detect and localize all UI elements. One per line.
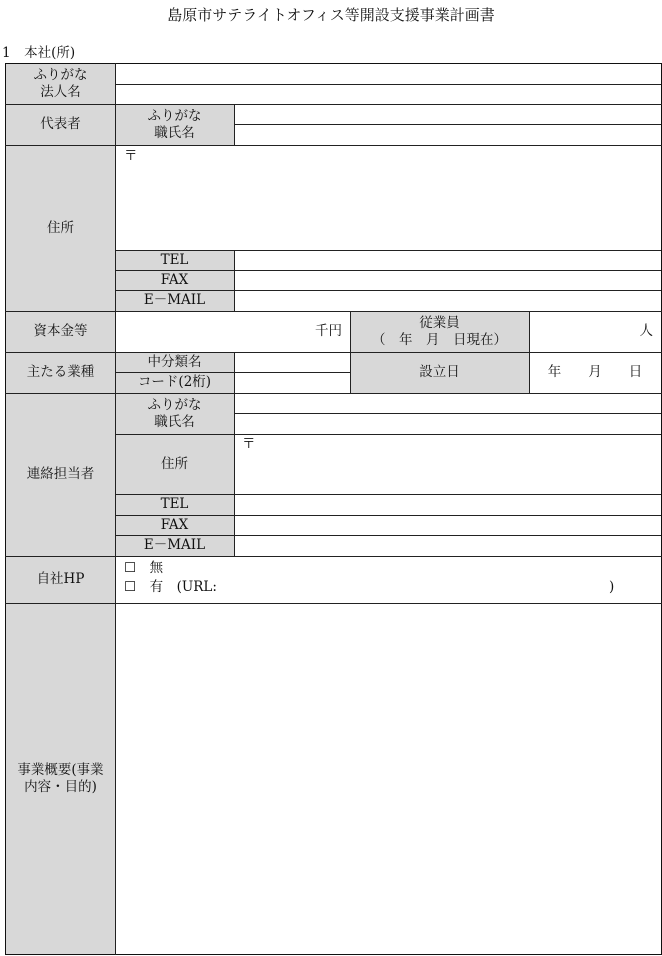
contact-address-label: 住所 xyxy=(115,434,234,494)
employees-label-line1: 従業員 xyxy=(419,314,460,331)
contact-furigana-label: ふりがな xyxy=(147,396,202,413)
hp-yes-checkbox[interactable]: ☐ 有 (URL: xyxy=(124,579,217,595)
overview-input[interactable] xyxy=(115,603,661,954)
code-label: コード(2桁) xyxy=(115,372,234,393)
established-label: 設立日 xyxy=(350,352,529,393)
corp-name-label: 法人名 xyxy=(40,84,81,100)
overview-label-line2: 内容・目的) xyxy=(24,778,97,795)
rep-furigana-label: ふりがな xyxy=(147,107,202,124)
tel-input[interactable] xyxy=(234,250,661,270)
mid-class-label: 中分類名 xyxy=(115,352,234,372)
employees-label-line2: （ 年 月 日現在） xyxy=(372,331,507,348)
rep-title-name-label: 職氏名 xyxy=(154,124,195,141)
employees-unit: 人 xyxy=(639,323,653,340)
tel-label: TEL xyxy=(115,250,234,270)
established-value: 年 月 日 xyxy=(547,364,643,381)
document-title: 島原市サテライトオフィス等開設支援事業計画書 xyxy=(167,6,495,24)
furigana-corp-label xyxy=(6,64,115,104)
contact-tel-input[interactable] xyxy=(234,494,661,515)
homepage-label: 自社HP xyxy=(6,556,115,603)
contact-address-input[interactable] xyxy=(234,434,661,494)
rep-furigana-input[interactable] xyxy=(234,104,661,124)
contact-label: 連絡担当者 xyxy=(6,393,115,556)
employees-label xyxy=(350,311,529,352)
overview-label-line1: 事業概要(事業 xyxy=(17,761,104,778)
representative-label: 代表者 xyxy=(6,104,115,145)
email-label: E－MAIL xyxy=(115,290,234,311)
email-input[interactable] xyxy=(234,290,661,311)
contact-fax-label: FAX xyxy=(115,515,234,535)
capital-input[interactable] xyxy=(115,311,350,352)
address-label: 住所 xyxy=(6,145,115,311)
fax-input[interactable] xyxy=(234,270,661,290)
overview-label xyxy=(6,603,115,954)
address-input[interactable] xyxy=(115,145,661,250)
capital-unit: 千円 xyxy=(315,323,342,340)
employees-input[interactable] xyxy=(529,311,661,352)
contact-tel-label: TEL xyxy=(115,494,234,515)
contact-furigana-input[interactable] xyxy=(234,393,661,413)
industry-label: 主たる業種 xyxy=(6,352,115,393)
contact-name-input[interactable] xyxy=(234,413,661,434)
rep-sub-label xyxy=(115,104,234,145)
contact-email-input[interactable] xyxy=(234,535,661,556)
furigana-label: ふりがな xyxy=(33,67,88,84)
contact-sub-label xyxy=(115,393,234,434)
corp-name-input[interactable] xyxy=(115,84,661,104)
contact-fax-input[interactable] xyxy=(234,515,661,535)
capital-label: 資本金等 xyxy=(6,311,115,352)
section-heading: 1 本社(所) xyxy=(2,45,76,61)
established-input[interactable] xyxy=(529,352,661,393)
rep-name-input[interactable] xyxy=(234,124,661,145)
contact-email-label: E－MAIL xyxy=(115,535,234,556)
contact-postal-mark: 〒 xyxy=(242,436,256,452)
code-input[interactable] xyxy=(234,372,350,393)
hp-none-checkbox[interactable]: ☐ 無 xyxy=(124,560,164,576)
hp-url-close-paren: ) xyxy=(609,579,615,595)
postal-mark: 〒 xyxy=(124,148,138,164)
contact-title-name-label: 職氏名 xyxy=(154,413,195,430)
fax-label: FAX xyxy=(115,270,234,290)
mid-class-input[interactable] xyxy=(234,352,350,372)
homepage-options xyxy=(115,556,661,603)
furigana-input[interactable] xyxy=(115,64,661,84)
